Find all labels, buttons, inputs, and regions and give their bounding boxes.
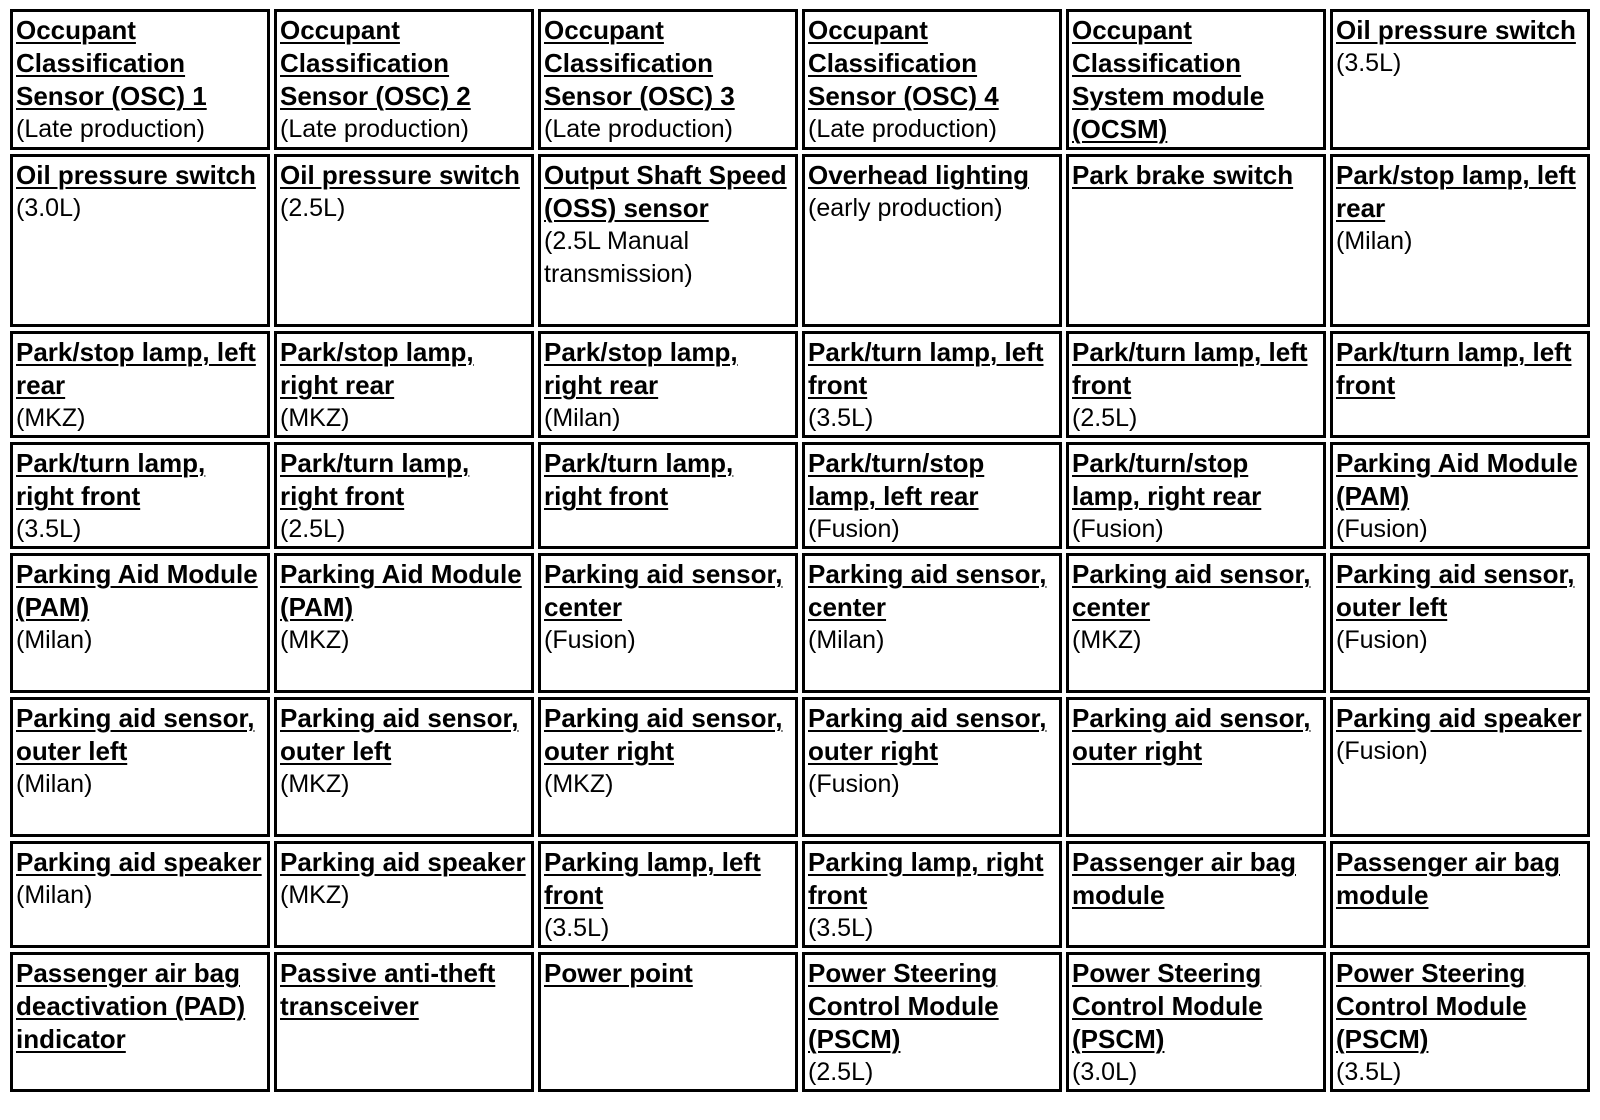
table-cell (274, 553, 534, 693)
component-link[interactable]: Parking lamp, left front (544, 847, 761, 910)
table-cell (274, 442, 534, 549)
table-cell (1066, 331, 1326, 438)
component-link[interactable]: Occupant Classification Sensor (OSC) 1 (16, 15, 207, 111)
component-link[interactable]: Parking aid speaker (280, 847, 526, 877)
component-link[interactable]: Parking aid sensor, outer left (1336, 559, 1575, 622)
component-link[interactable]: Passive anti-theft transceiver (280, 958, 496, 1021)
table-cell (10, 442, 270, 549)
component-note: (3.5L) (1336, 49, 1402, 77)
component-note: (Milan) (16, 770, 93, 798)
component-link[interactable]: Parking aid speaker (16, 847, 262, 877)
component-link[interactable]: Park/stop lamp, left rear (16, 337, 256, 400)
table-cell (10, 9, 270, 150)
component-link[interactable]: Park brake switch (1072, 160, 1294, 190)
table-cell (802, 553, 1062, 693)
table-cell (1066, 697, 1326, 837)
table-cell (538, 154, 798, 327)
table-row (10, 697, 1590, 837)
table-cell (1066, 442, 1326, 549)
component-link[interactable]: Oil pressure switch (280, 160, 520, 190)
component-link[interactable]: Park/turn lamp, left front (808, 337, 1044, 400)
table-cell (802, 331, 1062, 438)
component-link[interactable]: Parking aid sensor, center (544, 559, 783, 622)
table-cell (538, 952, 798, 1092)
component-note: (MKZ) (280, 770, 350, 798)
component-link[interactable]: Parking aid sensor, outer right (808, 703, 1047, 766)
table-cell (1330, 331, 1590, 438)
component-link[interactable]: Park/turn/stop lamp, left rear (808, 448, 985, 511)
component-link[interactable]: Parking aid sensor, outer left (280, 703, 519, 766)
component-note: (Milan) (808, 626, 885, 654)
table-cell (10, 553, 270, 693)
component-note: (3.0L) (16, 194, 82, 222)
component-note: (MKZ) (1072, 626, 1142, 654)
component-link[interactable]: Passenger air bag module (1072, 847, 1296, 910)
component-link[interactable]: Oil pressure switch (1336, 15, 1576, 45)
table-cell (1066, 553, 1326, 693)
component-note: (3.5L) (16, 515, 82, 543)
table-cell (538, 697, 798, 837)
component-link[interactable]: Parking Aid Module (PAM) (1336, 448, 1578, 511)
component-link[interactable]: Parking aid sensor, center (1072, 559, 1311, 622)
component-index-table (6, 5, 1594, 1096)
component-note: (Late production) (16, 115, 206, 143)
table-cell (538, 841, 798, 948)
component-link[interactable]: Parking Aid Module (PAM) (16, 559, 258, 622)
table-row (10, 331, 1590, 438)
component-link[interactable]: Occupant Classification Sensor (OSC) 3 (544, 15, 735, 111)
table-cell (274, 841, 534, 948)
component-link[interactable]: Passenger air bag deactivation (PAD) indicator (16, 958, 246, 1054)
component-note: (2.5L) (1072, 404, 1138, 432)
table-cell (802, 442, 1062, 549)
component-link[interactable]: Parking aid speaker (1336, 703, 1582, 733)
table-cell (802, 841, 1062, 948)
component-note: (Late production) (808, 115, 998, 143)
component-note: (MKZ) (280, 626, 350, 654)
table-cell (10, 331, 270, 438)
table-cell (10, 952, 270, 1092)
table-cell (802, 9, 1062, 150)
component-note: (2.5L Manual transmission) (544, 227, 693, 288)
component-note: (Fusion) (544, 626, 636, 654)
component-link[interactable]: Power Steering Control Module (PSCM) (1336, 958, 1527, 1054)
component-link[interactable]: Park/turn lamp, left front (1072, 337, 1308, 400)
table-cell (538, 331, 798, 438)
component-note: (3.5L) (808, 914, 874, 942)
component-link[interactable]: Occupant Classification Sensor (OSC) 4 (808, 15, 999, 111)
component-note: (3.5L) (544, 914, 610, 942)
table-row (10, 9, 1590, 150)
component-note: (Milan) (544, 404, 621, 432)
component-link[interactable]: Power Steering Control Module (PSCM) (1072, 958, 1263, 1054)
table-cell (802, 952, 1062, 1092)
table-cell (1330, 9, 1590, 150)
component-link[interactable]: Parking aid sensor, center (808, 559, 1047, 622)
component-note: (3.5L) (1336, 1058, 1402, 1086)
table-cell (274, 952, 534, 1092)
component-note: (3.0L) (1072, 1058, 1138, 1086)
component-link[interactable]: Overhead lighting (808, 160, 1030, 190)
component-note: (3.5L) (808, 404, 874, 432)
table-cell (274, 9, 534, 150)
table-cell (538, 553, 798, 693)
table-cell (1066, 9, 1326, 150)
component-note: (MKZ) (280, 881, 350, 909)
component-link[interactable]: Occupant Classification System module (OCSM) (1072, 15, 1265, 144)
table-row (10, 841, 1590, 948)
component-note: (Fusion) (1336, 626, 1428, 654)
table-cell (10, 697, 270, 837)
component-note: (Late production) (280, 115, 470, 143)
component-link[interactable]: Oil pressure switch (16, 160, 256, 190)
component-note: (2.5L) (280, 515, 346, 543)
component-link[interactable]: Power point (544, 958, 693, 988)
component-note: (Milan) (16, 626, 93, 654)
component-note: (Late production) (544, 115, 734, 143)
component-note: (Fusion) (1336, 737, 1428, 765)
table-cell (1330, 952, 1590, 1092)
table-cell (538, 9, 798, 150)
component-note: (Fusion) (808, 770, 900, 798)
component-note: (early production) (808, 194, 1003, 222)
component-note: (Fusion) (1336, 515, 1428, 543)
table-cell (538, 442, 798, 549)
component-link[interactable]: Park/turn/stop lamp, right rear (1072, 448, 1262, 511)
component-link[interactable]: Parking Aid Module (PAM) (280, 559, 522, 622)
table-row (10, 952, 1590, 1092)
table-cell (1330, 154, 1590, 327)
component-link[interactable]: Park/turn lamp, right front (280, 448, 470, 511)
component-link[interactable]: Power Steering Control Module (PSCM) (808, 958, 999, 1054)
component-link[interactable]: Occupant Classification Sensor (OSC) 2 (280, 15, 471, 111)
component-link[interactable]: Park/turn lamp, right front (16, 448, 206, 511)
component-link[interactable]: Park/stop lamp, left rear (1336, 160, 1576, 223)
table-row (10, 154, 1590, 327)
component-note: (2.5L) (808, 1058, 874, 1086)
table-cell (802, 697, 1062, 837)
table-cell (802, 154, 1062, 327)
component-note: (Fusion) (808, 515, 900, 543)
component-note: (Milan) (16, 881, 93, 909)
table-cell (1330, 442, 1590, 549)
table-cell (274, 331, 534, 438)
table-cell (1066, 952, 1326, 1092)
table-cell (1066, 154, 1326, 327)
component-link[interactable]: Parking aid sensor, outer left (16, 703, 255, 766)
component-note: (MKZ) (280, 404, 350, 432)
component-link[interactable]: Output Shaft Speed (OSS) sensor (544, 160, 787, 223)
component-link[interactable]: Park/turn lamp, right front (544, 448, 734, 511)
component-link[interactable]: Park/turn lamp, left front (1336, 337, 1572, 400)
table-cell (1330, 553, 1590, 693)
component-note: (Fusion) (1072, 515, 1164, 543)
table-cell (10, 154, 270, 327)
component-link[interactable]: Passenger air bag module (1336, 847, 1560, 910)
component-note: (Milan) (1336, 227, 1413, 255)
table-body (10, 9, 1590, 1092)
component-link[interactable]: Park/stop lamp, right rear (280, 337, 474, 400)
component-link[interactable]: Parking aid sensor, outer right (1072, 703, 1311, 766)
table-cell (1330, 697, 1590, 837)
table-cell (10, 841, 270, 948)
table-cell (1066, 841, 1326, 948)
table-row (10, 442, 1590, 549)
table-cell (1330, 841, 1590, 948)
component-link[interactable]: Parking lamp, right front (808, 847, 1044, 910)
component-note: (MKZ) (16, 404, 86, 432)
component-note: (MKZ) (544, 770, 614, 798)
table-cell (274, 697, 534, 837)
component-link[interactable]: Park/stop lamp, right rear (544, 337, 738, 400)
component-link[interactable]: Parking aid sensor, outer right (544, 703, 783, 766)
table-cell (274, 154, 534, 327)
table-row (10, 553, 1590, 693)
component-note: (2.5L) (280, 194, 346, 222)
